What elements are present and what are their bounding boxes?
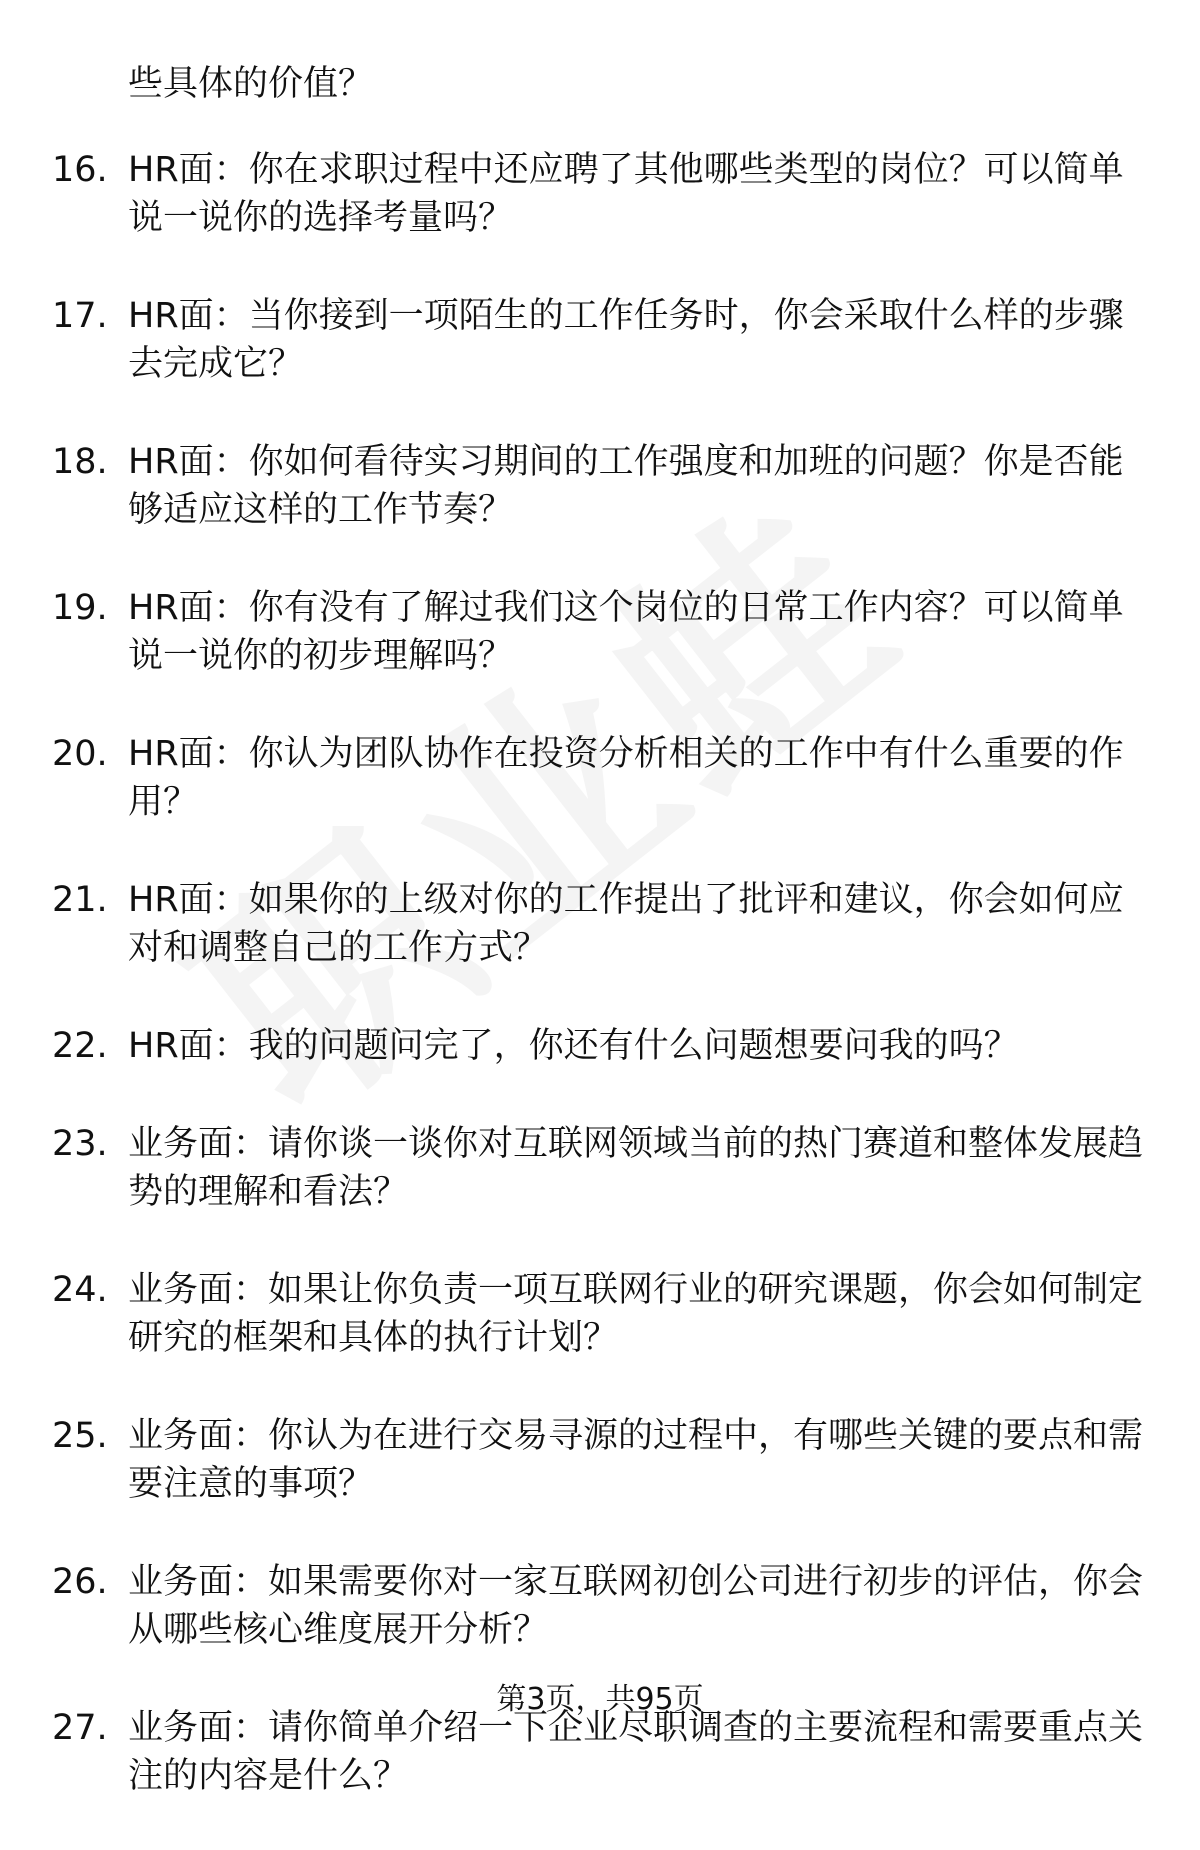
question-number: 26. [52, 1562, 108, 1602]
question-text: HR面：你有没有了解过我们这个岗位的日常工作内容？可以简单说一说你的初步理解吗？ [128, 588, 1124, 676]
question-text: 业务面：如果需要你对一家互联网初创公司进行初步的评估，你会从哪些核心维度展开分析？ [128, 1562, 1144, 1650]
question-number: 16. [52, 150, 108, 190]
question-number: 18. [52, 442, 108, 482]
question-item-16 [0, 146, 1200, 242]
question-item-26 [0, 1558, 1200, 1654]
question-text: HR面：你在求职过程中还应聘了其他哪些类型的岗位？可以简单说一说你的选择考量吗？ [128, 150, 1124, 238]
question-number: 19. [52, 588, 108, 628]
question-text: HR面：如果你的上级对你的工作提出了批评和建议，你会如何应对和调整自己的工作方式？ [128, 880, 1124, 968]
question-item-17 [0, 292, 1200, 388]
question-text: HR面：你认为团队协作在投资分析相关的工作中有什么重要的作用？ [128, 734, 1124, 822]
question-text: HR面：你如何看待实习期间的工作强度和加班的问题？你是否能够适应这样的工作节奏？ [128, 442, 1124, 530]
question-number: 25. [52, 1416, 108, 1456]
question-item-19 [0, 584, 1200, 680]
question-item-23 [0, 1120, 1200, 1216]
question-item-18 [0, 438, 1200, 534]
continuation-text: 些具体的价值？ [128, 64, 374, 104]
question-text: 业务面：请你简单介绍一下企业尽职调查的主要流程和需要重点关注的内容是什么？ [128, 1708, 1144, 1796]
question-text: 业务面：你认为在进行交易寻源的过程中，有哪些关键的要点和需要注意的事项？ [128, 1416, 1144, 1504]
question-text: 业务面：如果让你负责一项互联网行业的研究课题，你会如何制定研究的框架和具体的执行计划？ [128, 1270, 1144, 1358]
question-number: 23. [52, 1124, 108, 1164]
question-text: HR面：当你接到一项陌生的工作任务时，你会采取什么样的步骤去完成它？ [128, 296, 1124, 384]
question-number: 22. [52, 1026, 108, 1066]
question-number: 17. [52, 296, 108, 336]
question-text: 业务面：请你谈一谈你对互联网领域当前的热门赛道和整体发展趋势的理解和看法？ [128, 1124, 1144, 1212]
question-number: 24. [52, 1270, 108, 1310]
question-text: HR面：我的问题问完了，你还有什么问题想要问我的吗？ [128, 1026, 1019, 1066]
question-number: 21. [52, 880, 108, 920]
question-item-21 [0, 876, 1200, 972]
question-number: 20. [52, 734, 108, 774]
question-number: 27. [52, 1708, 108, 1748]
page-footer: 第3页，共95页 [496, 1682, 704, 1717]
question-item-22 [0, 1022, 1200, 1070]
question-item-24 [0, 1266, 1200, 1362]
question-item-20 [0, 730, 1200, 826]
question-list [0, 146, 1200, 1850]
question-item-25 [0, 1412, 1200, 1508]
